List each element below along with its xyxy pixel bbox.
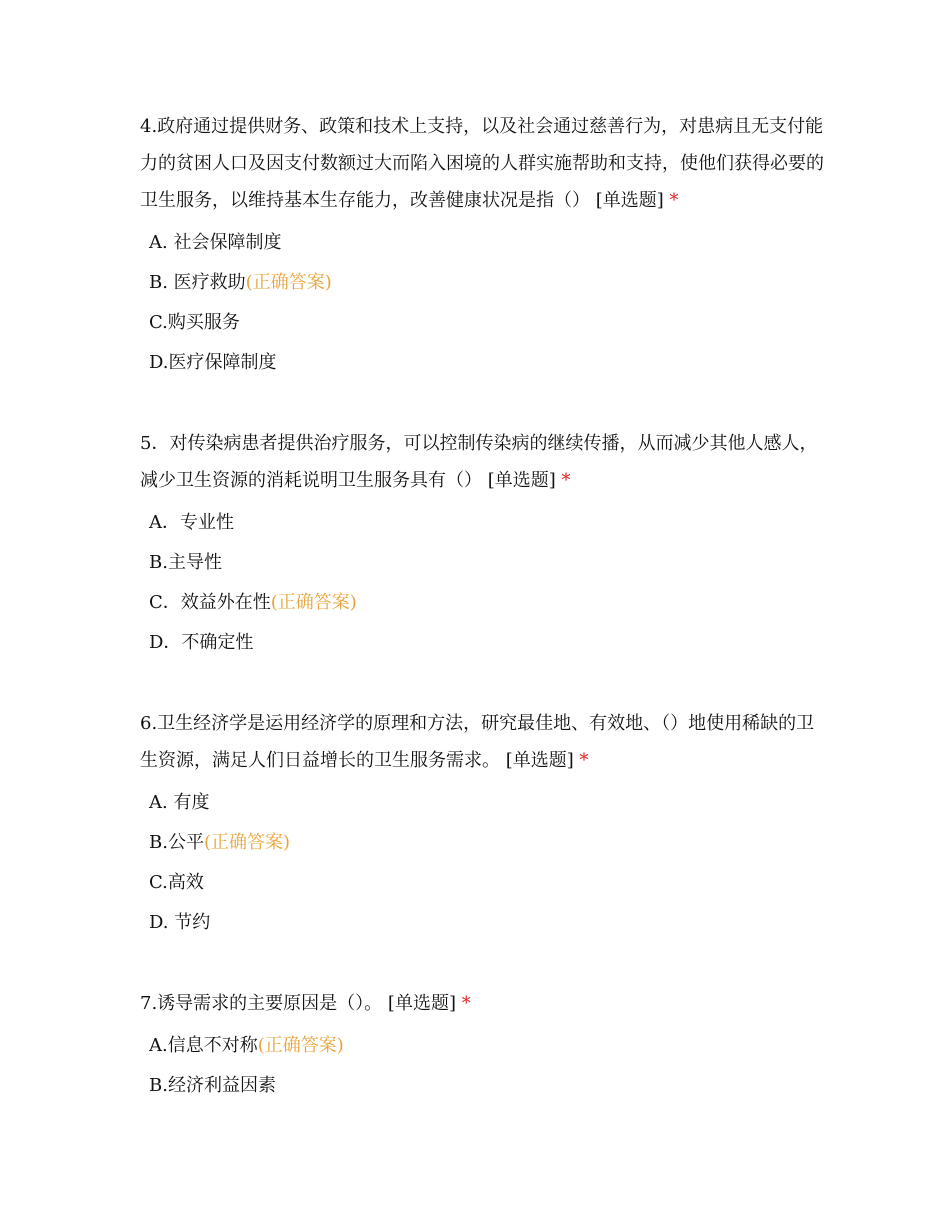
question-stem: 5．对传染病患者提供治疗服务，可以控制传染病的继续传播，从而减少其他人感人，减少卫生资源的消耗说明卫生服务具有（） [140, 433, 818, 491]
question-type-label: [单选题] [387, 993, 456, 1014]
option-b[interactable] [149, 1066, 830, 1106]
required-marker: * [561, 470, 571, 491]
question-type-label: [单选题] [505, 750, 574, 771]
question-stem: 6.卫生经济学是运用经济学的原理和方法，研究最佳地、有效地、（）地使用稀缺的卫生资源，满足人们日益增长的卫生服务需求。 [140, 713, 815, 771]
option-label: C.高效 [149, 872, 204, 893]
option-label: A.信息不对称 [149, 1035, 258, 1056]
option-list [140, 503, 830, 663]
option-label: A. 有度 [149, 792, 210, 813]
option-label: D.医疗保障制度 [149, 352, 277, 373]
question-7 [140, 985, 830, 1106]
option-label: C．效益外在性 [149, 592, 271, 613]
option-label: A．专业性 [149, 512, 234, 533]
question-text [140, 705, 830, 779]
option-list [140, 1026, 830, 1106]
option-a[interactable] [149, 503, 830, 543]
option-label: B.公平 [149, 832, 204, 853]
option-d[interactable] [149, 903, 830, 943]
question-text [140, 108, 830, 219]
option-label: D．不确定性 [149, 632, 254, 653]
option-a[interactable] [149, 1026, 830, 1066]
question-5 [140, 425, 830, 663]
option-b[interactable] [149, 263, 830, 303]
question-stem: 4.政府通过提供财务、政策和技术上支持，以及社会通过慈善行为，对患病且无支付能力的贫困人口及因支付数额过大而陷入困境的人群实施帮助和支持，使他们获得必要的卫生服务，以维持基本生存能力，改善健康状况是指（） [140, 116, 824, 211]
option-b[interactable] [149, 543, 830, 583]
question-4 [140, 108, 830, 383]
option-a[interactable] [149, 223, 830, 263]
option-label: C.购买服务 [149, 312, 240, 333]
correct-answer-tag: (正确答案) [270, 592, 357, 613]
option-c[interactable] [149, 303, 830, 343]
option-label: D. 节约 [149, 912, 211, 933]
correct-answer-tag: (正确答案) [203, 832, 290, 853]
option-d[interactable] [149, 623, 830, 663]
required-marker: * [579, 750, 589, 771]
option-label: B. 医疗救助 [149, 272, 246, 293]
question-stem: 7.诱导需求的主要原因是（）。 [140, 993, 383, 1014]
option-a[interactable] [149, 783, 830, 823]
option-list [140, 783, 830, 943]
required-marker: * [461, 993, 471, 1014]
option-c[interactable] [149, 583, 830, 623]
option-label: A. 社会保障制度 [149, 232, 282, 253]
required-marker: * [669, 190, 679, 211]
option-label: B.经济利益因素 [149, 1075, 276, 1096]
question-text [140, 425, 830, 499]
option-c[interactable] [149, 863, 830, 903]
option-list [140, 223, 830, 383]
option-d[interactable] [149, 343, 830, 383]
question-type-label: [单选题] [487, 470, 556, 491]
correct-answer-tag: (正确答案) [257, 1035, 344, 1056]
question-6 [140, 705, 830, 943]
question-text [140, 985, 830, 1022]
correct-answer-tag: (正确答案) [245, 272, 332, 293]
option-label: B.主导性 [149, 552, 222, 573]
option-b[interactable] [149, 823, 830, 863]
question-type-label: [单选题] [595, 190, 664, 211]
